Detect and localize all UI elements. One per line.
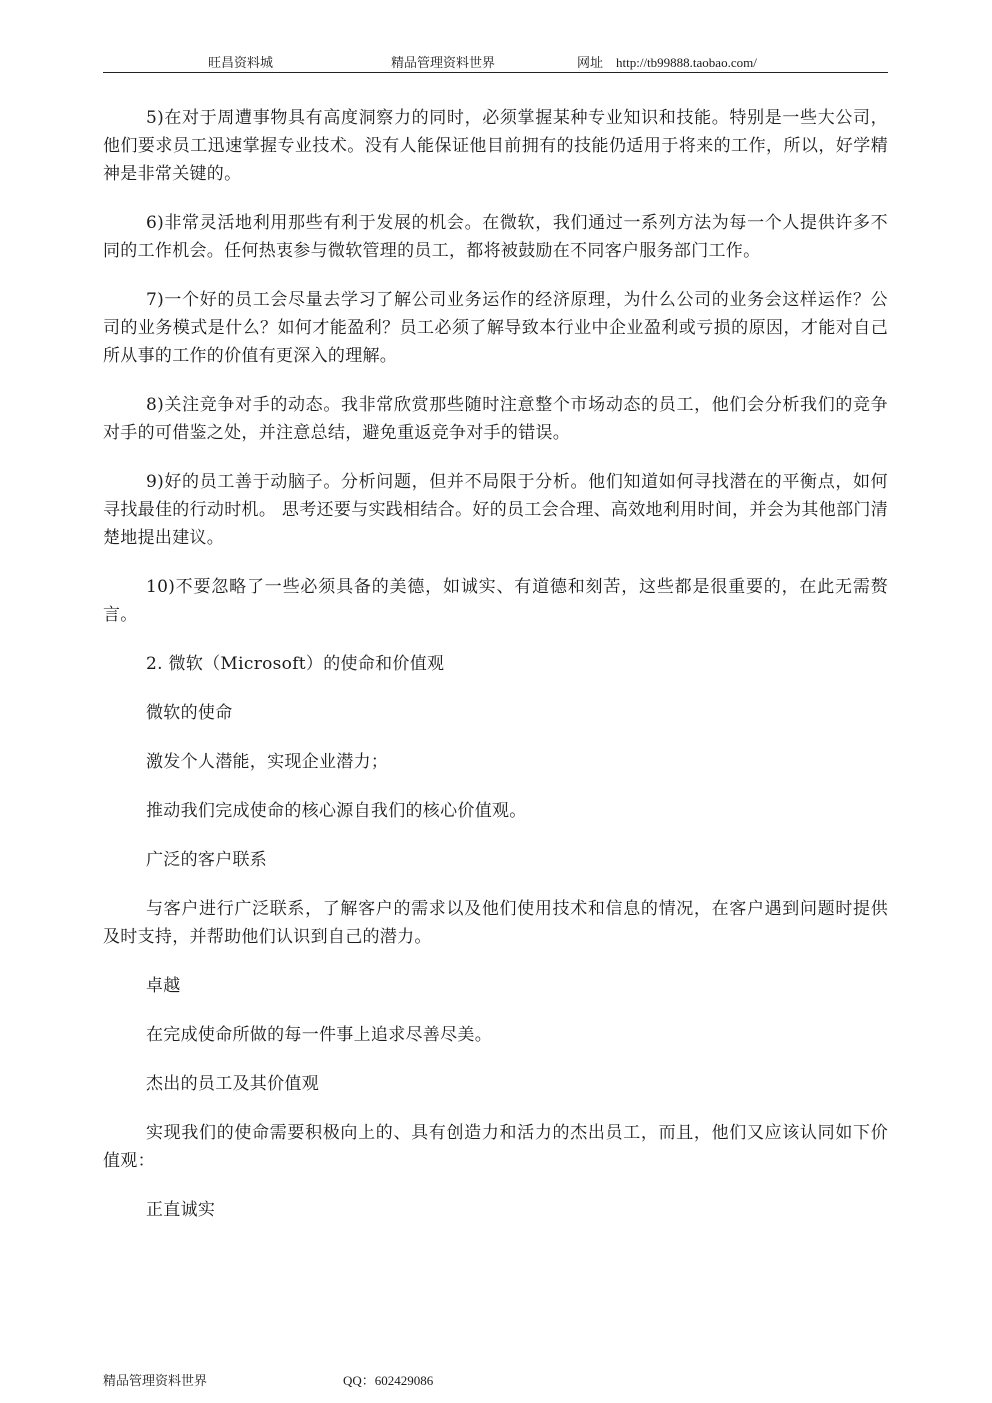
paragraph-9: 9)好的员工善于动脑子。分析问题，但并不局限于分析。他们知道如何寻找潜在的平衡点，如何寻找最佳的行动时机。 思考还要与实践相结合。好的员工会合理、高效地利用时间，并会为其他部门清楚地提出建议。 (103, 472, 888, 548)
excellence-text: 在完成使命所做的每一件事上追求尽善尽美。 (146, 1025, 492, 1045)
paragraph-5: 5)在对于周遭事物具有高度洞察力的同时，必须掌握某种专业知识和技能。特别是一些大公司，他们要求员工迅速掌握专业技术。没有人能保证他目前拥有的技能仍适用于将来的工作，所以，好学精神是非常关键的。 (103, 108, 888, 184)
header-site-name: 旺昌资料城 (208, 55, 274, 70)
page-header (103, 52, 888, 73)
excellence-heading: 卓越 (146, 976, 181, 996)
customer-contact-heading: 广泛的客户联系 (146, 850, 268, 870)
employees-heading: 杰出的员工及其价值观 (146, 1074, 319, 1094)
integrity-heading: 正直诚实 (146, 1200, 216, 1220)
mission-heading: 微软的使命 (146, 703, 233, 723)
customer-contact-text: 与客户进行广泛联系，了解客户的需求以及他们使用技术和信息的情况，在客户遇到问题时提供及时支持，并帮助他们认识到自己的潜力。 (103, 899, 888, 947)
paragraph-6: 6)非常灵活地利用那些有利于发展的机会。在微软，我们通过一系列方法为每一个人提供许多不同的工作机会。任何热衷参与微软管理的员工，都将被鼓励在不同客户服务部门工作。 (103, 213, 888, 261)
document-body (103, 104, 888, 1245)
footer-site-name: 精品管理资料世界 (103, 1373, 208, 1388)
employees-text: 实现我们的使命需要积极向上的、具有创造力和活力的杰出员工，而且，他们又应该认同如下价值观： (103, 1123, 888, 1171)
section-heading-mission-values: 2. 微软（Microsoft）的使命和价值观 (146, 654, 445, 674)
paragraph-7: 7)一个好的员工会尽量去学习了解公司业务运作的经济原理，为什么公司的业务会这样运作？公司的业务模式是什么？如何才能盈利？员工必须了解导致本行业中企业盈利或亏损的原因，才能对自己所从事的工作的价值有更深入的理解。 (103, 290, 888, 366)
paragraph-10: 10)不要忽略了一些必须具备的美德，如诚实、有道德和刻苦，这些都是很重要的，在此无需赘言。 (103, 577, 888, 625)
header-title: 精品管理资料世界 (391, 55, 496, 70)
mission-line-2: 推动我们完成使命的核心源自我们的核心价值观。 (146, 801, 527, 821)
page-footer (103, 1370, 434, 1389)
header-url: 网址 http://tb99888.taobao.com/ (577, 55, 757, 70)
footer-qq: QQ：602429086 (343, 1373, 434, 1388)
mission-line-1: 激发个人潜能，实现企业潜力； (146, 752, 389, 772)
paragraph-8: 8)关注竞争对手的动态。我非常欣赏那些随时注意整个市场动态的员工，他们会分析我们的竞争对手的可借鉴之处，并注意总结，避免重返竞争对手的错误。 (103, 395, 888, 443)
